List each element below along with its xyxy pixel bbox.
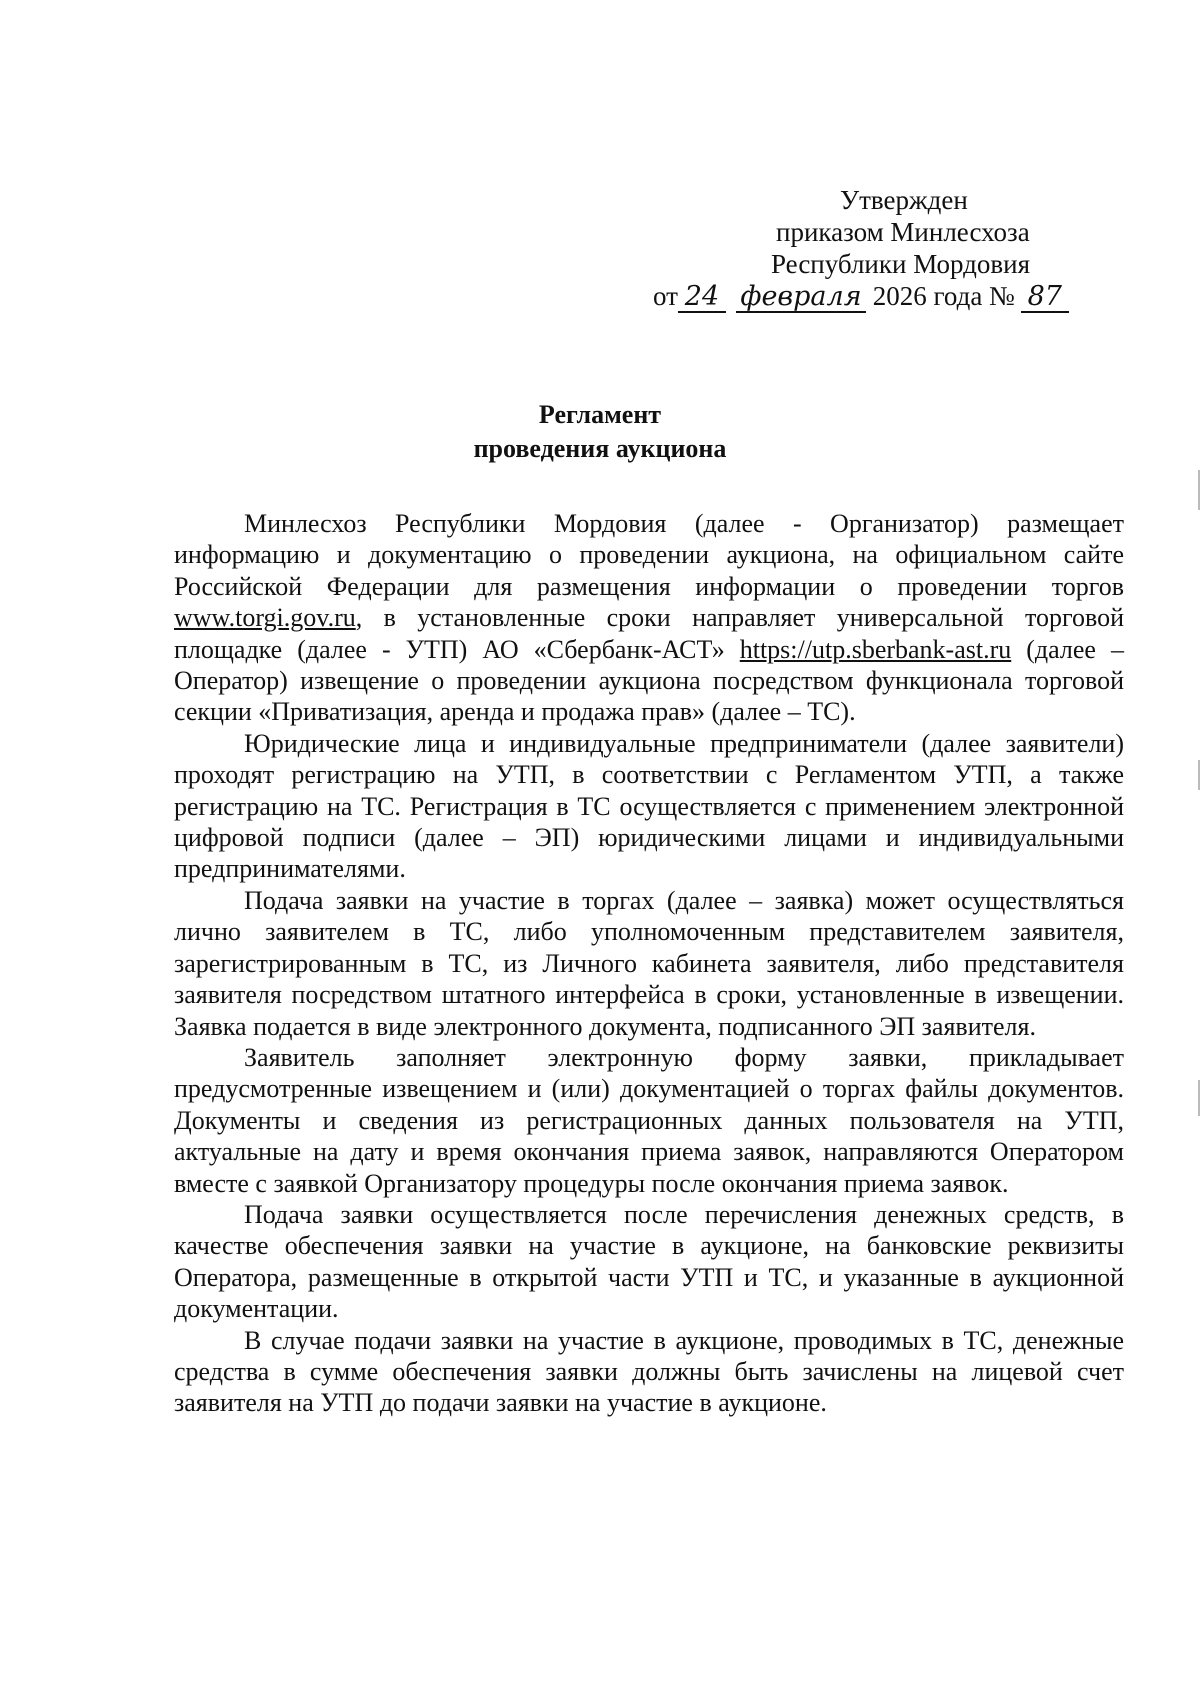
document-title xyxy=(160,398,1040,466)
paragraph-1-part-c: (далее – Оператор) извещение о проведении аукциона посредством функционала торговой секции «Приватизация, аренда и продажа прав» (далее – ТС). xyxy=(174,634,1124,727)
scan-edge-marks xyxy=(1196,0,1200,1697)
document-body xyxy=(174,508,1124,1419)
paragraph-2: Юридические лица и индивидуальные предприниматели (далее заявители) проходят регистрацию на УТП, в соответствии с Регламентом УТП, а также регистрацию на ТС. Регистрация в ТС осуществляется с применением электронной цифровой подписи (далее – ЭП) юридическими лицами и индивидуальными предпринимателями. xyxy=(174,728,1124,884)
title-line-1: Регламент xyxy=(538,400,662,429)
approval-block xyxy=(640,184,1100,313)
handwritten-day: 24 xyxy=(678,283,726,313)
paragraph-1 xyxy=(174,508,1124,728)
paragraph-5: Подача заявки осуществляется после перечисления денежных средств, в качестве обеспечения заявки на участие в аукционе, на банковские реквизиты Оператора, размещенные в открытой части УТП и ТС, и указанные в аукционной документации. xyxy=(174,1199,1124,1324)
paragraph-4: Заявитель заполняет электронную форму заявки, прикладывает предусмотренные извещением и (или) документацией о торгах файлы документов. Документы и сведения из регистрационных данных пользователя на УТП, актуальные на дату и время окончания приема заявок, направляются Оператором вместе с заявкой Организатору процедуры после окончания приема заявок. xyxy=(174,1042,1124,1198)
paragraph-3: Подача заявки на участие в торгах (далее – заявка) может осуществляться лично заявителем в ТС, либо уполномоченным представителем заявителя, зарегистрированным в ТС, из Личного кабинета заявителя, либо представителя заявителя посредством штатного интерфейса в сроки, установленные в извещении. Заявка подается в виде электронного документа, подписанного ЭП заявителя. xyxy=(174,885,1124,1041)
link-utp-sberbank[interactable]: https://utp.sberbank-ast.ru xyxy=(739,634,1012,664)
approval-line-approved: Утвержден xyxy=(840,185,968,215)
date-prefix: от xyxy=(653,281,678,311)
approval-line-republic: Республики Мордовия xyxy=(771,249,1031,279)
title-line-2: проведения аукциона xyxy=(473,434,727,463)
handwritten-order-number: 87 xyxy=(1021,283,1069,313)
paragraph-1-part-a: Минлесхоз Республики Мордовия (далее - Организатор) размещает информацию и документацию о проведении аукциона, на официальном сайте Российской Федерации для размещения информации о проведении торгов xyxy=(174,509,1124,601)
approval-line-order: приказом Минлесхоза xyxy=(776,217,1030,247)
paragraph-1-part-b: , в установленные сроки направляет универсальной торговой площадке (далее - УТП) АО «Сбербанк-АСТ» xyxy=(174,603,1124,664)
date-year-text: 2026 года № xyxy=(872,281,1015,311)
paragraph-6: В случае подачи заявки на участие в аукционе, проводимых в ТС, денежные средства в сумме обеспечения заявки должны быть зачислены на лицевой счет заявителя на УТП до подачи заявки на участие в аукционе. xyxy=(174,1325,1124,1418)
handwritten-month: февраля xyxy=(736,283,866,313)
approval-line-date xyxy=(640,280,1100,313)
link-torgi[interactable]: www.torgi.gov.ru xyxy=(174,603,356,633)
